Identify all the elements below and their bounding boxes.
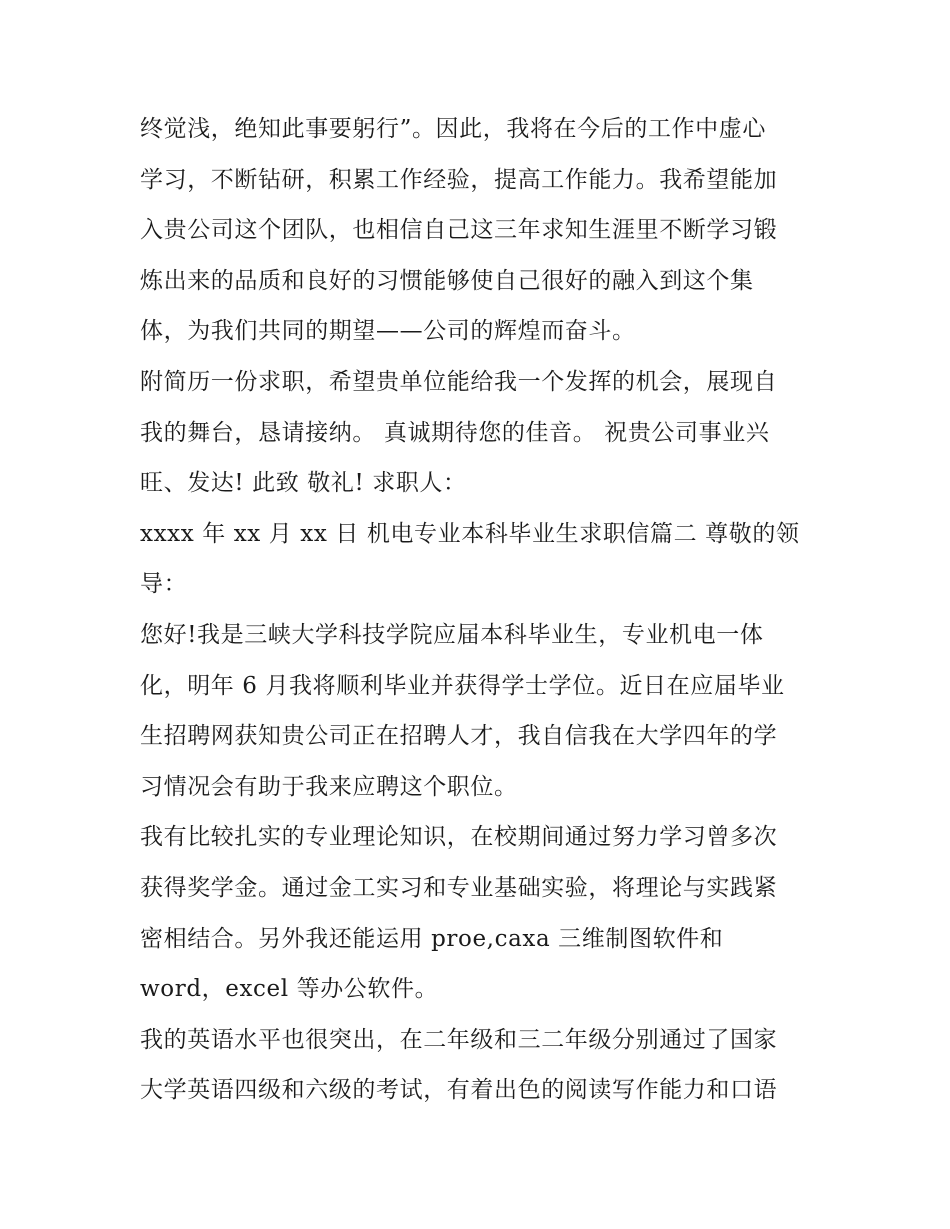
text-line: 体，为我们共同的期望——公司的辉煌而奋斗。: [140, 318, 636, 345]
text-line: 学习，不断钻研，积累工作经验，提高工作能力。我希望能加: [140, 166, 778, 193]
text-line: 终觉浅，绝知此事要躬行”。因此，我将在今后的工作中虚心: [140, 116, 766, 142]
text-line: 我的舞台，恳请接纳。 真诚期待您的佳音。 祝贵公司事业兴: [140, 419, 770, 446]
text-line: 化，明年 6 月我将顺利毕业并获得学士学位。近日在应届毕业: [140, 672, 785, 699]
text-line: 导：: [140, 571, 188, 598]
text-line: 入贵公司这个团队，也相信自己这三年求知生涯里不断学习锻: [140, 217, 778, 244]
text-line: 密相结合。另外我还能运用 proe,caxa 三维制图软件和: [140, 925, 724, 952]
text-line: 旺、发达! 此致 敬礼! 求职人：: [140, 470, 467, 497]
letter-body: [140, 104, 830, 1116]
text-line: xxxx 年 xx 月 xx 日 机电专业本科毕业生求职信篇二 尊敬的领: [140, 520, 800, 547]
text-line: 炼出来的品质和良好的习惯能够使自己很好的融入到这个集: [140, 267, 754, 294]
text-line: 大学英语四级和六级的考试，有着出色的阅读写作能力和口语: [140, 1077, 778, 1104]
text-line: 获得奖学金。通过金工实习和专业基础实验，将理论与实践紧: [140, 874, 778, 901]
text-line: 我有比较扎实的专业理论知识，在校期间通过努力学习曾多次: [140, 824, 778, 851]
text-line: 习情况会有助于我来应聘这个职位。: [140, 773, 518, 800]
text-line: 您好!我是三峡大学科技学院应届本科毕业生，专业机电一体: [140, 621, 764, 648]
text-line: word，excel 等办公软件。: [140, 976, 439, 1003]
text-line: 生招聘网获知贵公司正在招聘人才，我自信我在大学四年的学: [140, 723, 778, 750]
text-line: 我的英语水平也很突出，在二年级和三二年级分别通过了国家: [140, 1026, 778, 1053]
text-line: 附简历一份求职，希望贵单位能给我一个发挥的机会，展现自: [140, 368, 778, 395]
